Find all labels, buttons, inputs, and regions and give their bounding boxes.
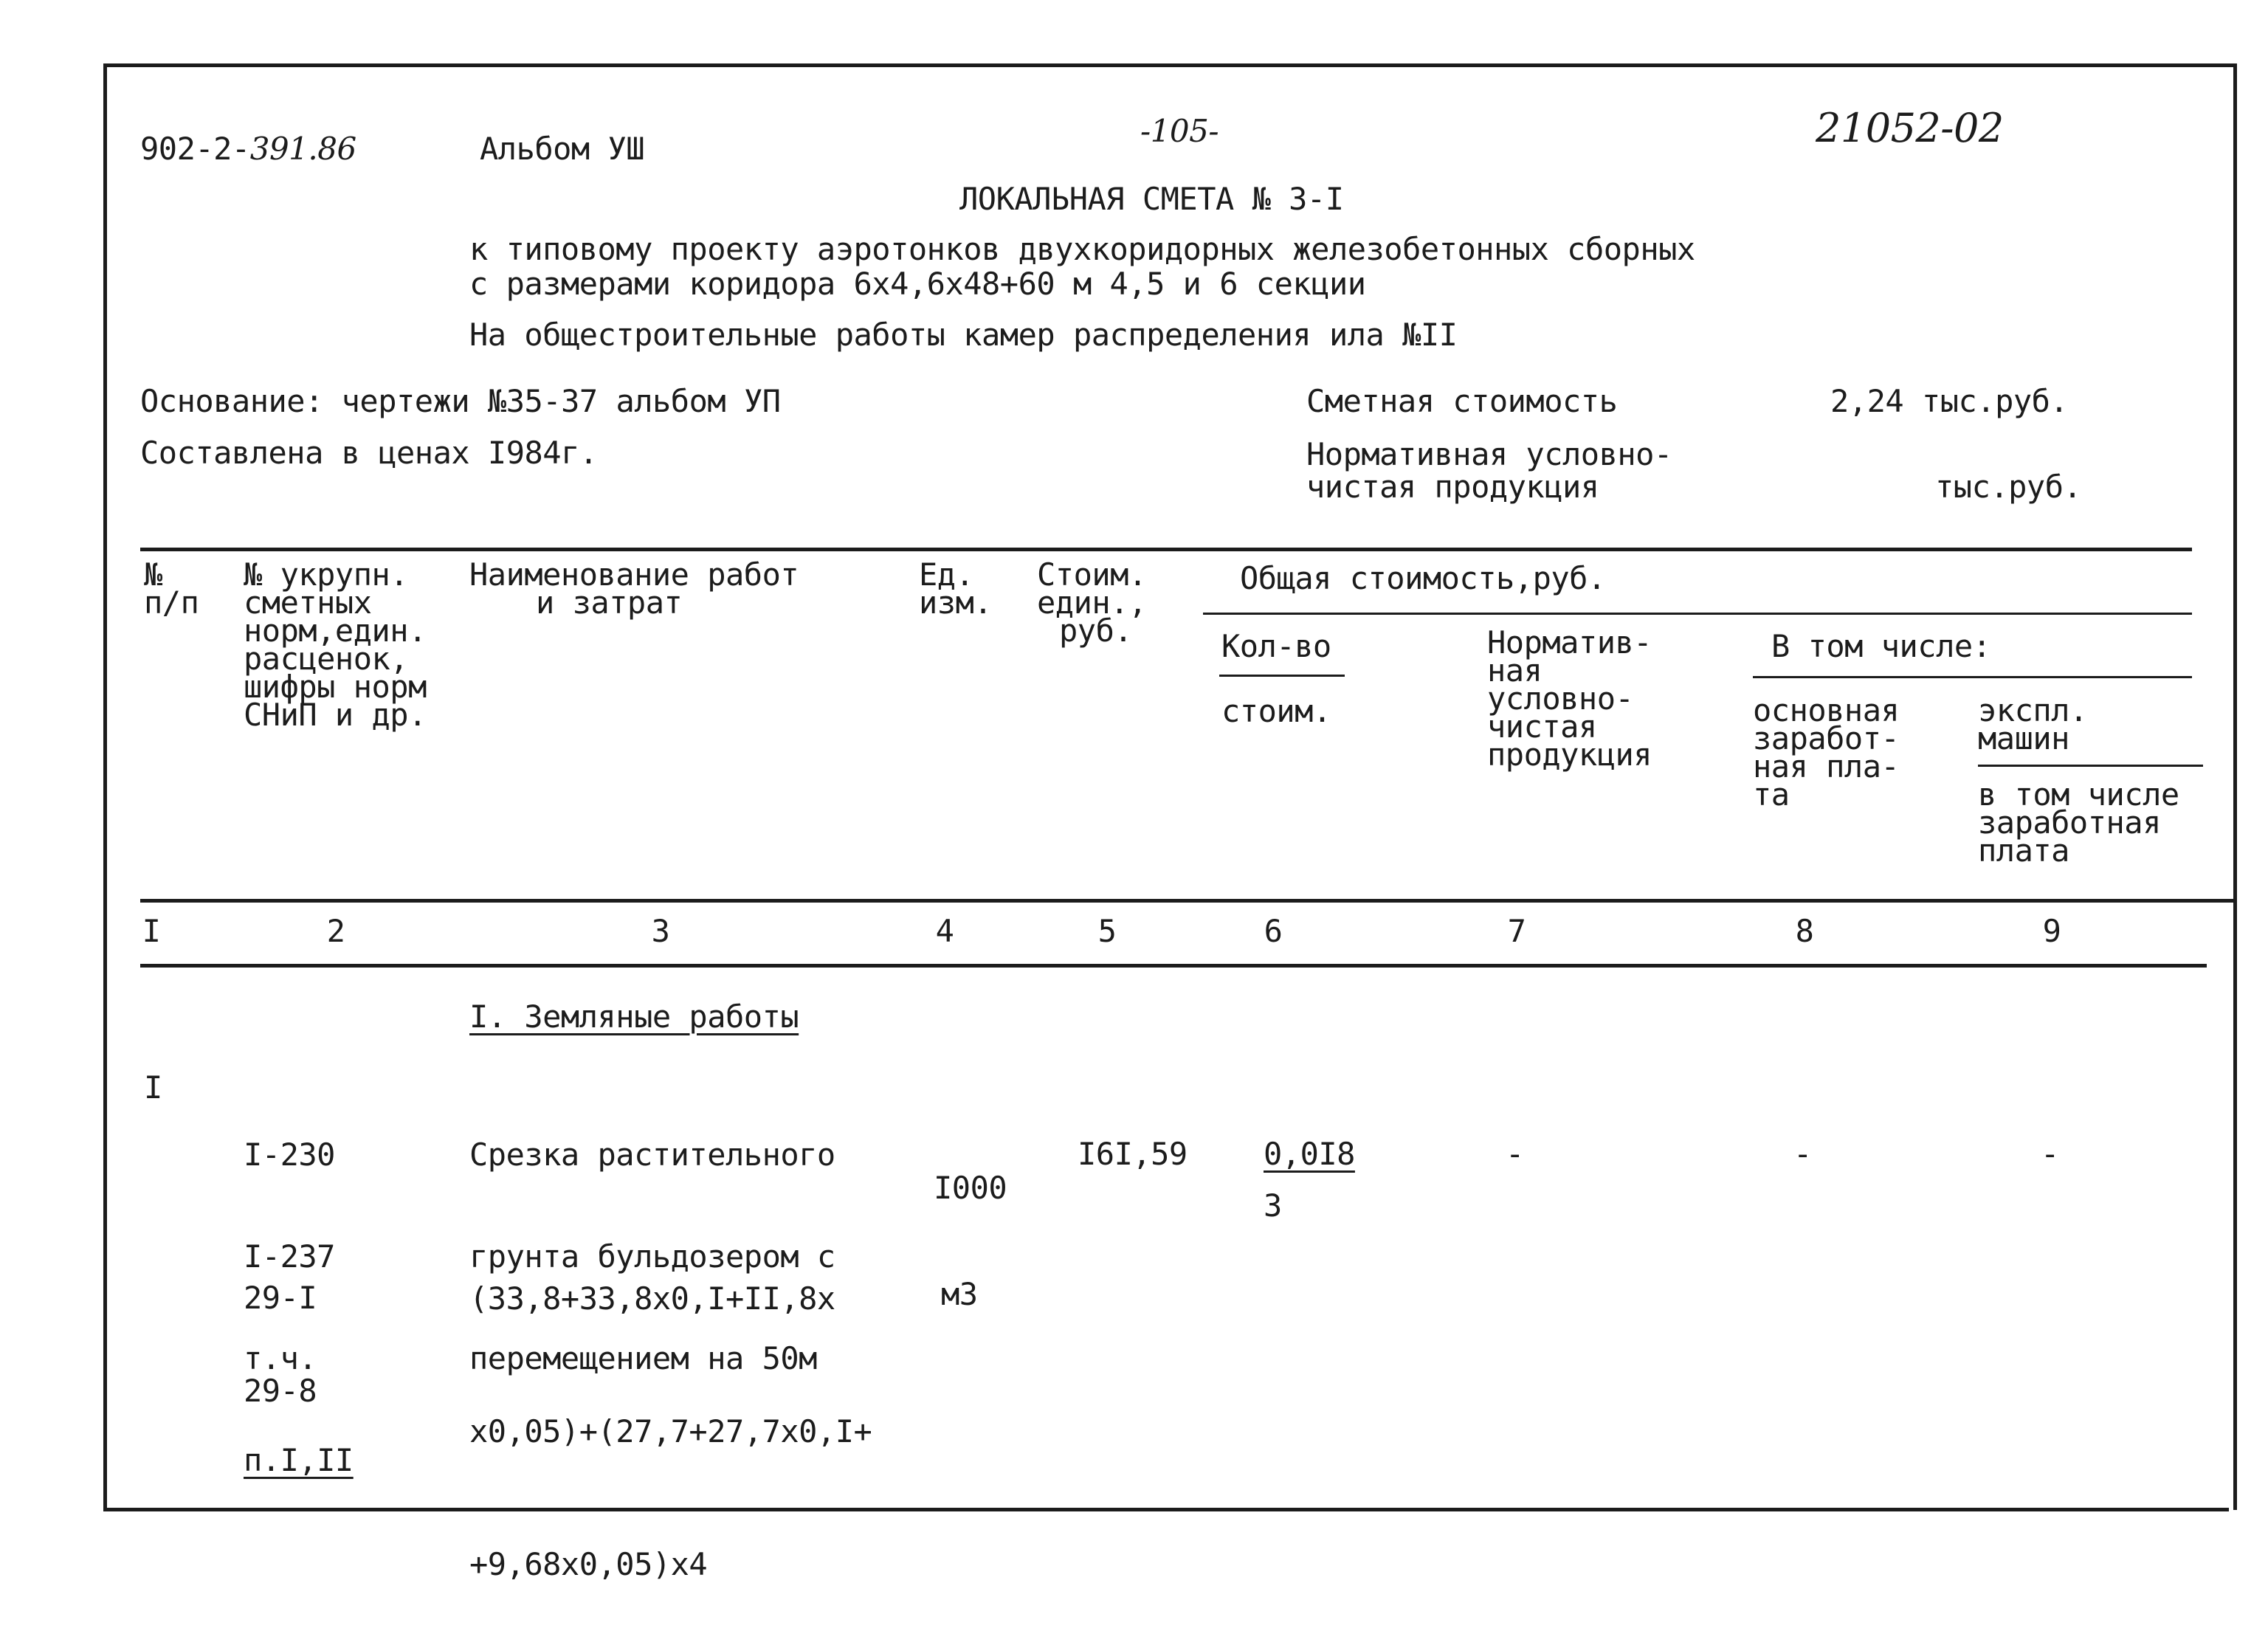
net-product-value: тыс.руб. bbox=[1935, 469, 2082, 505]
col-1-header bbox=[144, 556, 199, 621]
row-name-line: грунта бульдозером с bbox=[469, 1238, 835, 1275]
col-1-header-line: № bbox=[144, 556, 162, 593]
col-9-header-line: машин bbox=[1978, 720, 2069, 756]
col-2-header-line: норм,един. bbox=[244, 613, 427, 649]
row-machines: - bbox=[2041, 1136, 2059, 1172]
col-7-header-line: чистая bbox=[1487, 708, 1597, 745]
net-product-label-2: чистая продукция bbox=[1306, 469, 1599, 505]
numbers-bottom-rule bbox=[140, 964, 2207, 968]
col-7-header-line: условно- bbox=[1487, 680, 1634, 717]
machines-rule bbox=[1978, 765, 2203, 767]
col-8-header bbox=[1753, 692, 1900, 813]
col-number: I bbox=[142, 913, 161, 949]
doc-code-handwritten: 391.86 bbox=[249, 131, 356, 167]
section-title: I. Земляные работы bbox=[469, 999, 799, 1035]
basis-line: Основание: чертежи №35-37 альбом УП bbox=[140, 383, 781, 419]
col-8-header-line: заработ- bbox=[1753, 720, 1900, 756]
col-6-header-top: Кол-во bbox=[1221, 628, 1331, 664]
row-quantity: 0,0I8 bbox=[1264, 1136, 1355, 1172]
frame-bottom bbox=[103, 1508, 2229, 1511]
col-5-header-line: руб. bbox=[1059, 613, 1133, 649]
col-2-header-line: сметных bbox=[244, 585, 372, 621]
page-number: -105- bbox=[1140, 113, 1219, 149]
row-unit-cost: I6I,59 bbox=[1078, 1136, 1188, 1172]
prices-line: Составлена в ценах I984г. bbox=[140, 435, 598, 471]
col-8-header-line: основная bbox=[1753, 692, 1900, 728]
col-2-header-line: № укрупн. bbox=[244, 556, 409, 593]
group-incl-header: В том числе: bbox=[1771, 628, 1991, 664]
col-3-header-line: и затрат bbox=[536, 585, 683, 621]
col-number: 6 bbox=[1264, 913, 1283, 949]
row-formula-line: +9,68х0,05)х4 bbox=[469, 1546, 708, 1582]
col-2-header-line: СНиП и др. bbox=[244, 697, 427, 733]
col-number: 8 bbox=[1795, 913, 1814, 949]
col-1-header-line: п/п bbox=[144, 585, 199, 621]
row-code-line: 29-8 bbox=[244, 1373, 317, 1409]
group-incl-rule bbox=[1753, 676, 2192, 678]
row-unit bbox=[934, 1100, 1007, 1348]
subtitle-line-3: На общестроительные работы камер распределения ила №II bbox=[469, 317, 1458, 353]
row-code-line: п.I,II bbox=[244, 1442, 354, 1478]
net-product-label-1: Нормативная условно- bbox=[1306, 436, 1672, 472]
sheet-number: 21052-02 bbox=[1816, 105, 2004, 151]
col-4-header bbox=[919, 556, 993, 621]
subtitle-line-1: к типовому проекту аэротонков двухкоридорных железобетонных сборных bbox=[469, 231, 1695, 267]
row-formula-line: х0,05)+(27,7+27,7х0,I+ bbox=[469, 1413, 872, 1449]
frame-left bbox=[103, 63, 107, 1510]
col-5-header-line: един., bbox=[1037, 585, 1147, 621]
row-unit-line: м3 bbox=[941, 1276, 978, 1312]
estimated-cost-value: 2,24 тыс.руб. bbox=[1830, 383, 2069, 419]
col-2-header-line: расценок, bbox=[244, 641, 409, 677]
col-number: 7 bbox=[1507, 913, 1526, 949]
col-9-header-line: заработная bbox=[1978, 804, 2161, 841]
col-9-header-bottom bbox=[1978, 776, 2179, 869]
col-4-header-line: Ед. bbox=[919, 556, 974, 593]
table-top-rule bbox=[140, 548, 2192, 551]
col-5-header-line: Стоим. bbox=[1037, 556, 1147, 593]
qty-rule bbox=[1219, 675, 1345, 677]
row-name-line: перемещением на 50м bbox=[469, 1340, 817, 1376]
subtitle-line-2: с размерами коридора 6х4,6х48+60 м 4,5 и 6 секции bbox=[469, 266, 1366, 302]
col-7-header-line: Норматив- bbox=[1487, 624, 1652, 661]
col-9-header-line: плата bbox=[1978, 832, 2069, 869]
row-formula bbox=[469, 1188, 872, 1631]
row-unit-line: I000 bbox=[934, 1170, 1007, 1206]
frame-top bbox=[103, 63, 2236, 67]
row-code-line: т.ч. bbox=[244, 1340, 317, 1376]
row-code-line: I-230 bbox=[244, 1137, 335, 1173]
row-code-line: I-237 bbox=[244, 1238, 335, 1275]
col-9-header-line: в том числе bbox=[1978, 776, 2179, 813]
row-base-salary: - bbox=[1793, 1136, 1812, 1172]
album-label: Альбом УШ bbox=[480, 131, 645, 167]
row-codes-extra bbox=[244, 1221, 317, 1438]
doc-code bbox=[140, 131, 356, 166]
col-2-header bbox=[244, 556, 427, 733]
col-4-header-line: изм. bbox=[919, 585, 993, 621]
document-title: ЛОКАЛЬНАЯ СМЕТА № 3-I bbox=[959, 181, 1344, 217]
col-number: 9 bbox=[2042, 913, 2061, 949]
col-7-header-line: продукция bbox=[1487, 737, 1652, 773]
row-number: I bbox=[144, 1069, 162, 1106]
doc-code-printed: 902-2- bbox=[140, 131, 250, 167]
row-formula-line: (33,8+33,8х0,I+II,8х bbox=[469, 1280, 835, 1317]
col-3-header bbox=[469, 556, 799, 621]
col-number: 5 bbox=[1097, 913, 1117, 949]
row-name-line: Срезка растительного bbox=[469, 1137, 835, 1173]
col-9-header-line: экспл. bbox=[1978, 692, 2088, 728]
col-number: 4 bbox=[935, 913, 954, 949]
col-number: 2 bbox=[326, 913, 345, 949]
group-total-header: Общая стоимость,руб. bbox=[1240, 560, 1606, 596]
col-6-header-bottom: стоим. bbox=[1221, 693, 1331, 729]
col-9-header-top bbox=[1978, 692, 2088, 756]
estimated-cost-label: Сметная стоимость bbox=[1306, 383, 1618, 419]
row-code-line: 29-I bbox=[244, 1280, 317, 1316]
row-total-cost: 3 bbox=[1264, 1187, 1282, 1224]
header-bottom-rule bbox=[140, 899, 2236, 903]
col-7-header bbox=[1487, 624, 1652, 773]
col-7-header-line: ная bbox=[1487, 652, 1543, 689]
col-3-header-line: Наименование работ bbox=[469, 556, 799, 593]
row-net-product: - bbox=[1506, 1136, 1524, 1172]
col-8-header-line: та bbox=[1753, 776, 1790, 813]
frame-right bbox=[2233, 63, 2237, 1510]
col-number: 3 bbox=[651, 913, 670, 949]
group-total-rule bbox=[1203, 613, 2192, 615]
col-2-header-line: шифры норм bbox=[244, 669, 427, 705]
col-8-header-line: ная пла- bbox=[1753, 748, 1900, 785]
col-5-header bbox=[1037, 556, 1147, 649]
